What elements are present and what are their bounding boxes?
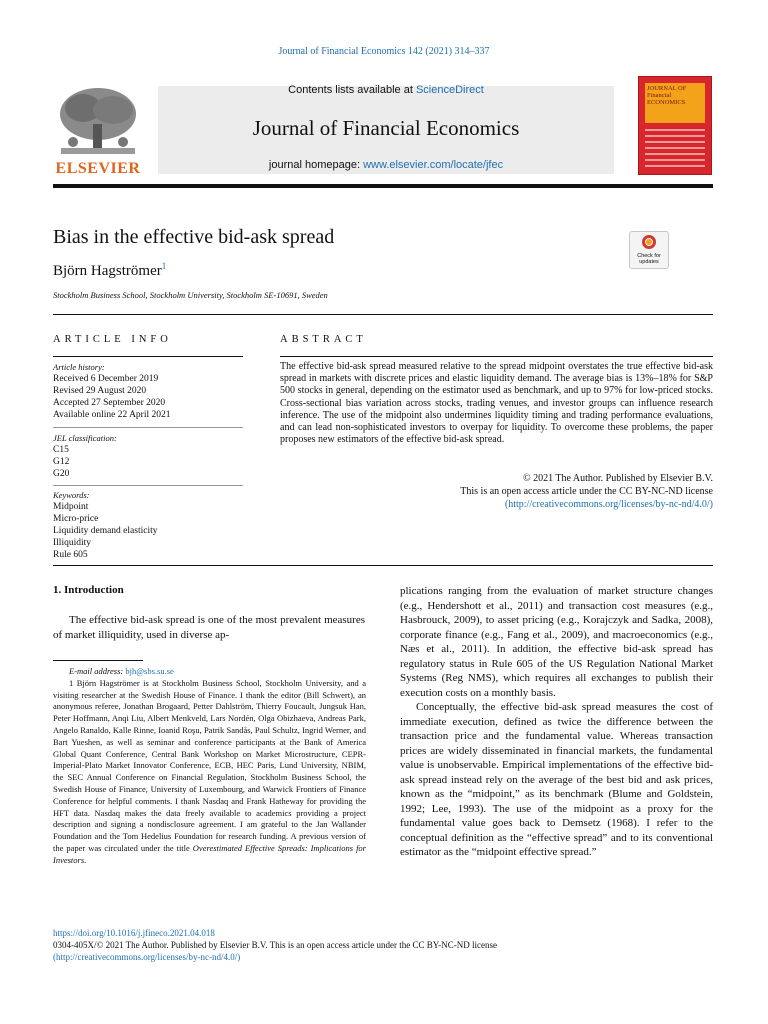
abstract-copyright	[280, 472, 713, 511]
author-footnote	[53, 678, 366, 867]
article-info-heading: ARTICLE INFO	[53, 334, 172, 345]
header-rule	[53, 184, 713, 188]
homepage-link[interactable]: www.elsevier.com/locate/jfec	[363, 159, 504, 171]
section-heading-introduction: 1. Introduction	[53, 584, 124, 596]
jel-code: G20	[53, 469, 70, 479]
sciencedirect-link[interactable]: ScienceDirect	[415, 84, 484, 96]
footnotes	[53, 666, 366, 867]
divider	[53, 565, 713, 566]
check-updates-dot-icon	[646, 239, 652, 245]
journal-title: Journal of Financial Economics	[252, 116, 520, 140]
homepage-prefix: journal homepage:	[268, 159, 364, 171]
history-item: Revised 29 August 2020	[53, 386, 147, 396]
history-item: Received 6 December 2019	[53, 374, 159, 384]
divider	[53, 427, 243, 428]
keywords-label: Keywords:	[53, 490, 90, 500]
jel-code: C15	[53, 445, 69, 455]
doi-link[interactable]: https://doi.org/10.1016/j.jfineco.2021.04.018	[53, 928, 215, 938]
abstract-text: The effective bid-ask spread measured relative to the spread midpoint overstates the true effective bid-ask spread in markets with discrete prices and elastic liquidity demand. The average bias is 13%–18% for S&P 500 stocks in general, depending on the estimator used as benchmark, and up to 97% for low-priced stocks. Cross-sectional bias variation across stocks, trading venues, and investor groups can influence research inference. The use of the midpoint also undermines liquidity timing and trading performance evaluations, and can lead non-sophisticated investors to overpay for liquidity. To overcome these problems, the paper proposes new estimators of the effective bid-ask spread.	[280, 361, 713, 446]
keyword: Midpoint	[53, 502, 89, 512]
intro-paragraph: Conceptually, the effective bid-ask spread measures the cost of immediate execution, defined as twice the difference between the transaction price and the fundamental value. Whereas transaction prices are widely disseminated in financial markets, the fundamental value is unobservable. Empirical implementations of the effective bid-ask spread instead rely on the average of the best bid and ask prices, known as the “midpoint,” as its benchmark (Blume and Goldstein, 1992; Lee, 1993). The use of the midpoint as a proxy for the fundamental value goes back to Demsetz (1968). I refer to the conceptual definition as the “effective spread” and to its conventional estimator as the “midpoint effective spread.”	[400, 701, 713, 858]
footer-license-link[interactable]: (http://creativecommons.org/licenses/by-nc-nd/4.0/)	[53, 952, 241, 962]
author-line	[53, 261, 166, 280]
issn-line: 0304-405X/© 2021 The Author. Published by Elsevier B.V. This is an open access article under the CC BY-NC-ND license	[53, 940, 498, 950]
history-item: Accepted 27 September 2020	[53, 398, 166, 408]
article-history	[53, 361, 171, 421]
author-footnote-mark[interactable]: 1	[161, 261, 167, 271]
license-link[interactable]: (http://creativecommons.org/licenses/by-nc-nd/4.0/)	[504, 499, 713, 510]
keyword: Illiquidity	[53, 538, 91, 548]
email-link[interactable]: bjh@sbs.su.se	[125, 666, 174, 676]
jel-classification	[53, 432, 117, 480]
article-title: Bias in the effective bid-ask spread	[53, 226, 335, 248]
elsevier-wordmark: ELSEVIER	[55, 160, 141, 177]
author-footnote-text: 1 Björn Hagströmer is at Stockholm Business School, Stockholm University, and a visiting researcher at the Swedish House of Finance. I thank the editor (Bill Schwert), an anonymous referee, Jonathan Brogaard, Petter Dahlström, Thierry Foucault, Jungsuk Han, Peter Hoffmann, Anqi Liu, Albert Menkveld, Lars Nordén, Olga Obizhaeva, Andreas Park, Angelo Ranaldo, Kalle Rinne, Ioanid Roşu, Patrik Sandås, Paul Schultz, Ingrid Werner, and Bart Yueshen, as well as seminar and conference participants at the Bank of America Global Quant Conference, Central Bank Workshop on Market Microstructure, CEPR-Imperial-Plato Market Innovator Conference, ECB, HEC Paris, Lund University, NBIM, the SEC Annual Conference on Financial Regulation, Stockholm Business School, the Swedish House of Finance, University of Luxembourg, and Warwick Frontiers of Finance Conference for helpful comments. I thank Nasdaq and Frank Hatheway for providing the HFT data. Nasdaq makes the data freely available to academics providing a project description and signing a nondisclosure agreement. I am grateful to the Jan Wallander Foundation and the Tom Hedelius Foundation for research funding. A previous version of the paper was circulated under the title	[53, 677, 366, 853]
keyword: Micro-price	[53, 514, 99, 524]
jel-code: G12	[53, 457, 70, 467]
homepage-line	[158, 159, 614, 171]
author-name: Björn Hagströmer	[53, 263, 162, 279]
keyword: Liquidity demand elasticity	[53, 526, 158, 536]
history-label: Article history:	[53, 362, 105, 372]
footnote-end: .	[84, 854, 87, 865]
intro-paragraph-left: The effective bid-ask spread is one of the most prevalent measures of market illiquidity, used in diverse ap-	[53, 614, 365, 641]
journal-cover-image[interactable]	[638, 76, 712, 175]
intro-paragraph: plications ranging from the evaluation of market structure changes (e.g., Hendershott et al., 2011) and transaction cost measures (e.g., Hasbrouck, 2009), to asset pricing (e.g., Korajczyk and Sadka, 2008), corporate finance (e.g., Fang et al., 2009), and macroeconomics (e.g., Næs et al., 2011). In addition, the effective bid-ask spread has regulatory status in Rule 605 of the US Regulation National Market Systems (Reg NMS), which requires all exchanges to publish their execution costs on a monthly basis.	[400, 585, 713, 699]
copyright-line: © 2021 The Author. Published by Elsevier B.V.	[522, 473, 713, 484]
contents-prefix: Contents lists available at	[288, 84, 416, 96]
cover-title: JOURNAL OF Financial ECONOMICS	[647, 85, 687, 106]
contents-line	[158, 84, 614, 96]
divider	[53, 485, 243, 486]
intro-right-column	[400, 584, 713, 860]
email-footnote	[53, 666, 366, 678]
check-for-updates-button[interactable]	[629, 231, 669, 269]
keywords	[53, 489, 157, 561]
check-updates-label: Check for updates	[637, 253, 661, 265]
footnote-rule	[53, 660, 143, 661]
page-footer	[53, 927, 713, 963]
email-label: E-mail address:	[69, 666, 126, 676]
license-line: This is an open access article under the CC BY-NC-ND license	[460, 486, 713, 497]
abstract-heading: ABSTRACT	[280, 334, 367, 345]
prior-title: Overestimated Effective Spreads: Implications for Investors	[53, 842, 366, 865]
jel-label: JEL classification:	[53, 433, 117, 443]
divider	[53, 314, 713, 315]
divider	[53, 356, 243, 357]
journal-citation[interactable]: Journal of Financial Economics 142 (2021) 314–337	[278, 46, 490, 57]
history-item: Available online 22 April 2021	[53, 410, 171, 420]
affiliation: Stockholm Business School, Stockholm University, Stockholm SE-10691, Sweden	[53, 290, 328, 300]
divider	[280, 356, 713, 357]
cover-pattern	[645, 129, 705, 169]
keyword: Rule 605	[53, 550, 88, 560]
